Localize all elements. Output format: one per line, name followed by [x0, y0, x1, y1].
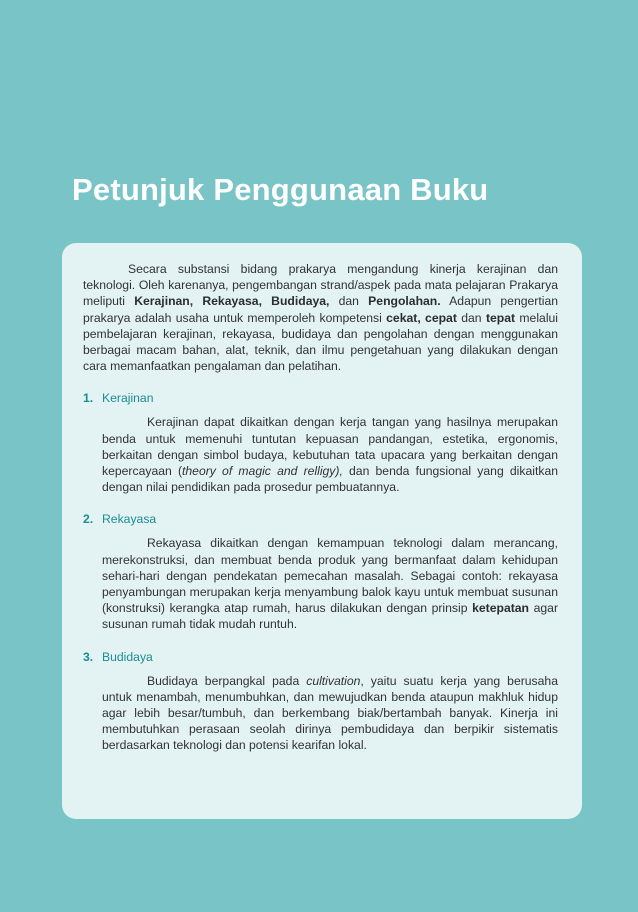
- section-paragraph: Kerajinan dapat dikaitkan dengan kerja tangan yang hasilnya merupakan benda untuk memenuhi tuntutan kepuasan pandangan, estetika, ergonomis, berkaitan dengan simbol budaya, kebutuhan tata upacara yang berkaitan dengan kepercayaan (theory of magic and relligy), dan benda fungsional yang dikaitkan dengan nilai pendidikan pada prosedur pembuatannya.: [102, 415, 558, 495]
- section-title: Budidaya: [102, 649, 153, 664]
- section-number: 2.: [83, 512, 94, 527]
- section-heading: [83, 511, 558, 527]
- page-title: Petunjuk Penggunaan Buku: [72, 172, 489, 207]
- section-heading: [83, 649, 558, 665]
- section-title: Rekayasa: [102, 512, 157, 527]
- section-rekayasa: [83, 511, 558, 632]
- intro-paragraph: Secara substansi bidang prakarya mengandung kinerja kerajinan dan teknologi. Oleh karenanya, pengembangan strand/aspek pada mata pelajaran Prakarya meliputi Kerajinan, Rekayasa, Budidaya, dan Pengolahan. Adapun pengertian prakarya adalah usaha untuk memperoleh kompetensi cekat, cepat dan tepat melalui pembelajaran kerajinan, rekayasa, budidaya dan pengolahan dengan menggunakan berbagai macam bahan, alat, teknik, dan ilmu pengetahuan yang dilakukan dengan cara memanfaatkan pengalaman dan pelatihan.: [83, 262, 559, 374]
- section-number: 1.: [83, 391, 94, 406]
- section-title: Kerajinan: [102, 391, 154, 406]
- content-card: [62, 243, 582, 819]
- section-number: 3.: [83, 649, 94, 664]
- section-paragraph: Budidaya berpangkal pada cultivation, yaitu suatu kerja yang berusaha untuk menambah, menumbuhkan, dan mewujudkan benda ataupun makhluk hidup agar lebih besar/tumbuh, dan berkembang biak/bertambah banyak. Kinerja ini membutuhkan perasaan seolah dirinya pembudidaya dan berpikir sistematis berdasarkan teknologi dan potensi kearifan lokal.: [102, 673, 558, 753]
- section-budidaya: [83, 649, 558, 754]
- section-heading: [83, 390, 558, 406]
- section-paragraph: Rekayasa dikaitkan dengan kemampuan teknologi dalam merancang, merekonstruksi, dan membuat benda produk yang bermanfaat dalam kehidupan sehari-hari dengan pendekatan pemecahan masalah. Sebagai contoh: rekayasa penyambungan merupakan kerja menyambung balok kayu untuk membuat susunan (konstruksi) kerangka atap rumah, harus dilakukan dengan prinsip ketepatan agar susunan rumah tidak mudah runtuh.: [102, 536, 559, 632]
- section-kerajinan: [83, 390, 558, 495]
